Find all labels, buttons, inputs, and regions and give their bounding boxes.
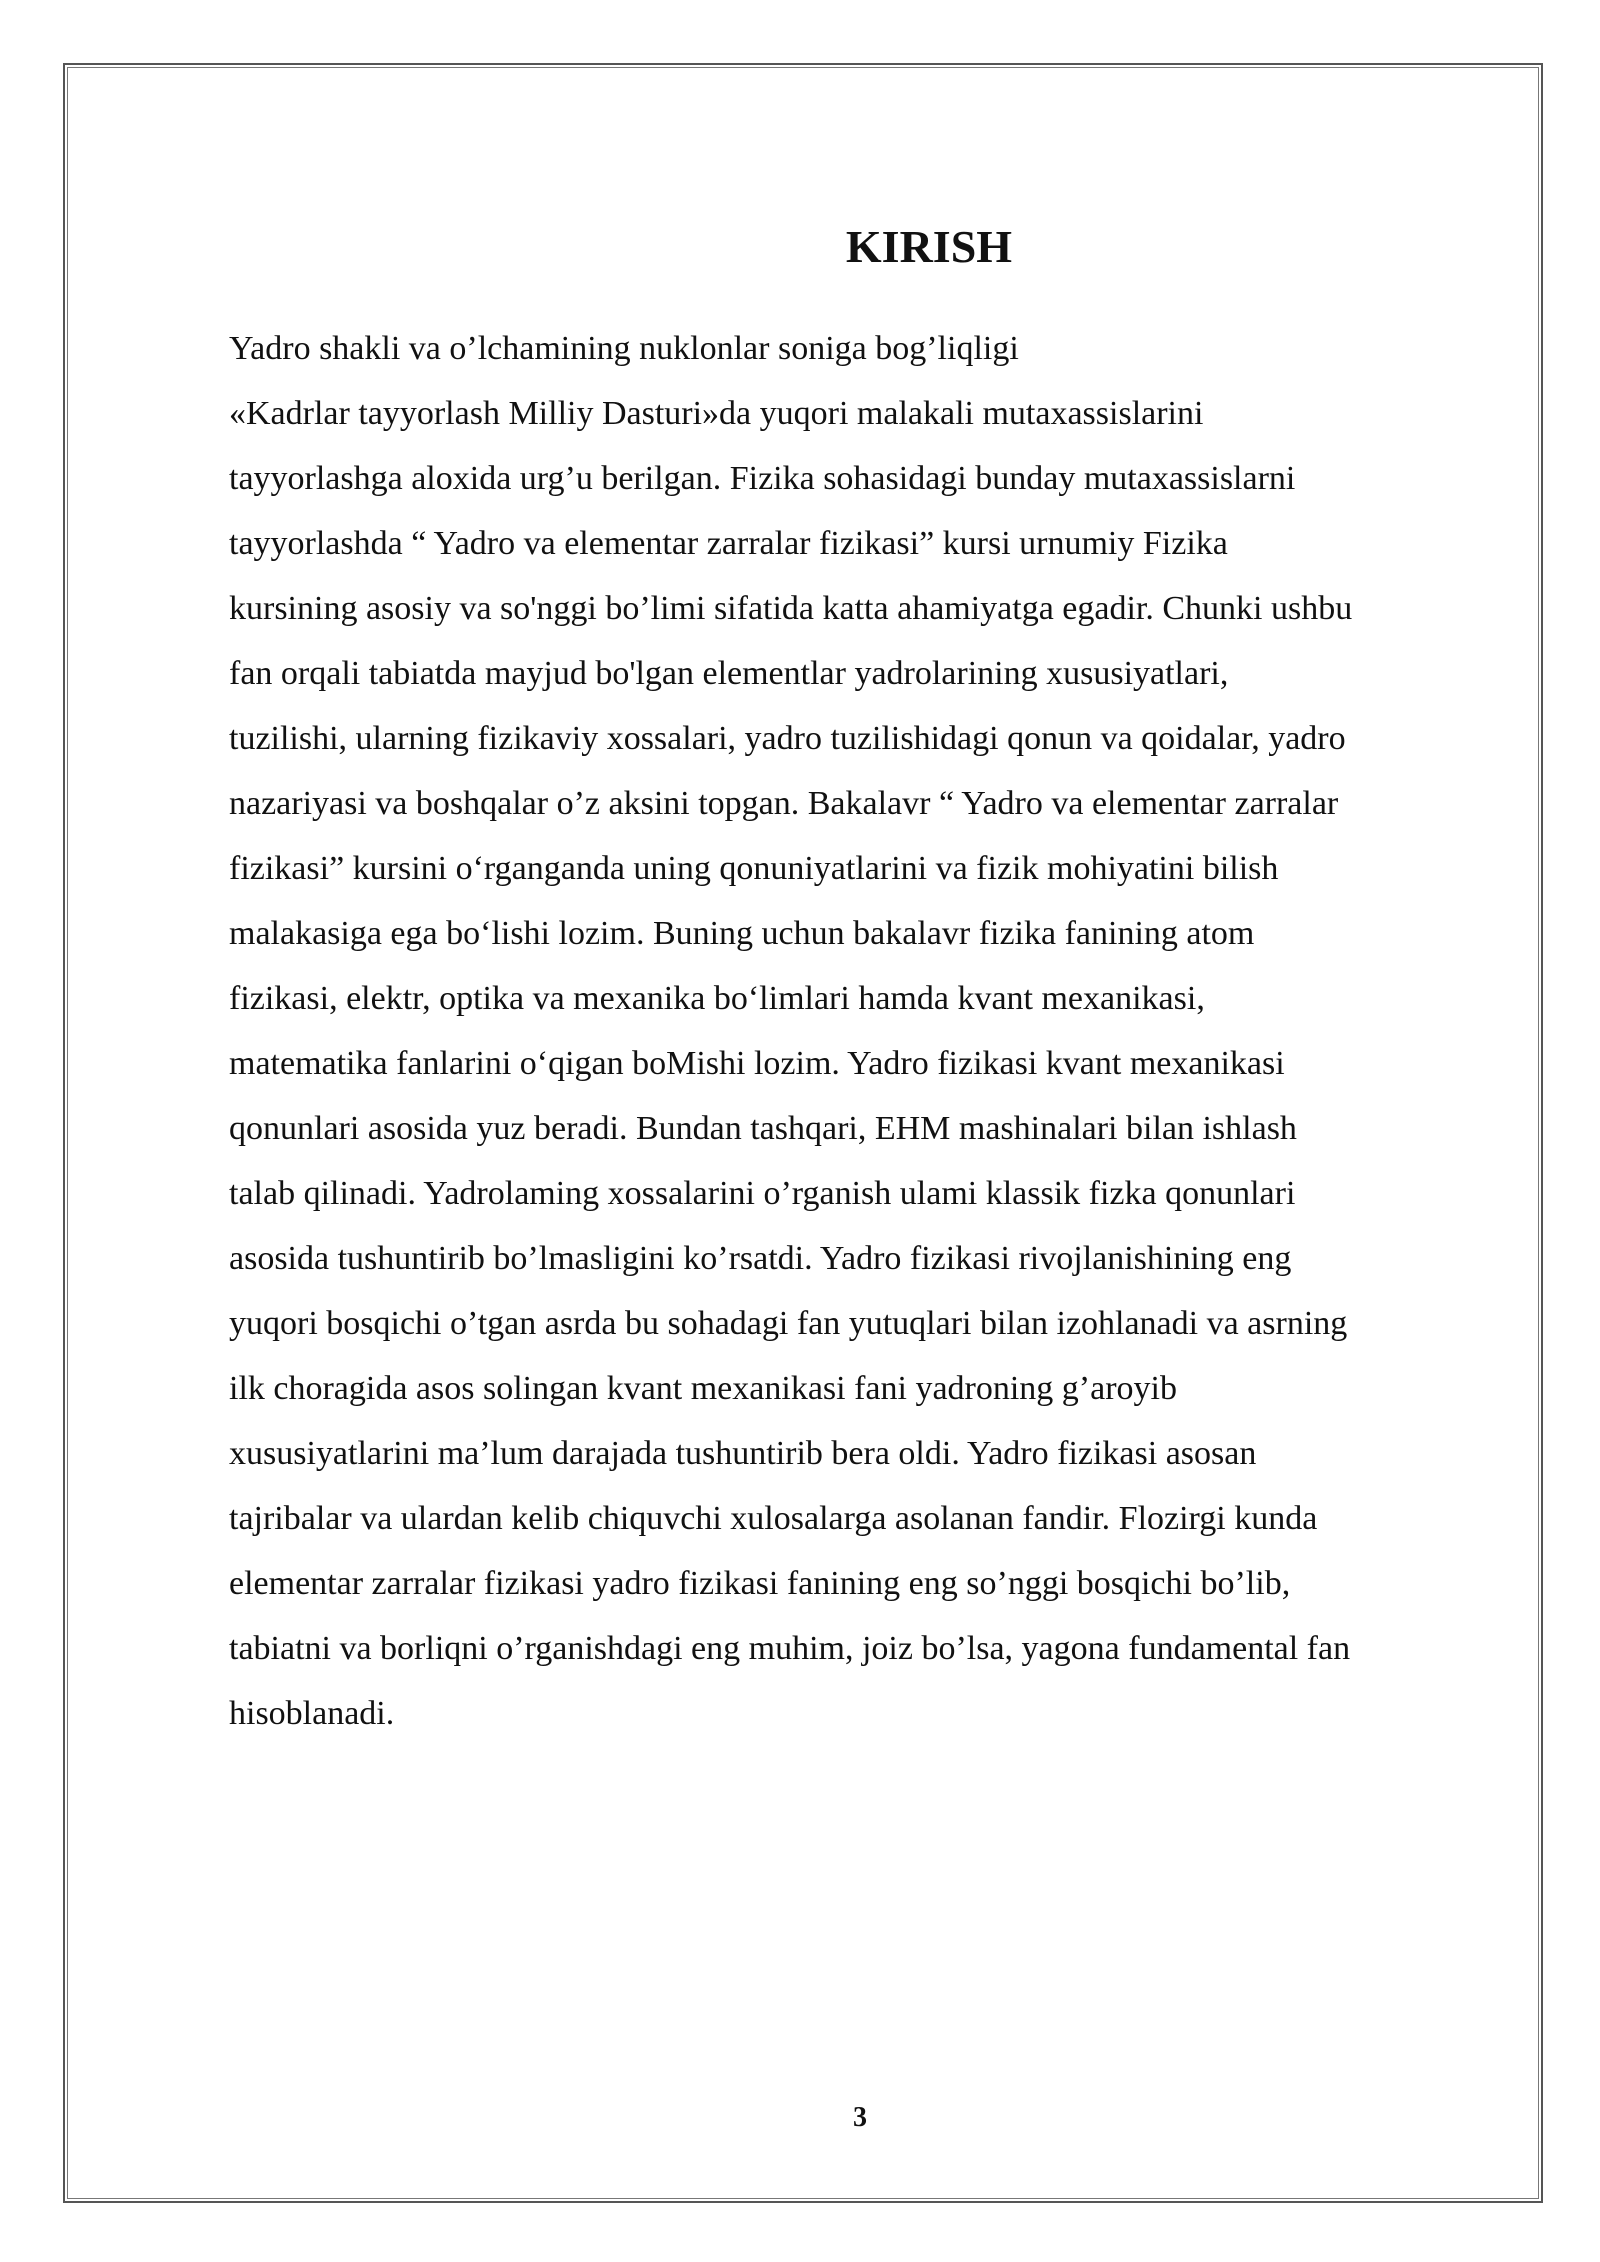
body-line: yuqori bosqichi o’tgan asrda bu sohadagi fan yutuqlari bilan izohlanadi va asrning — [229, 1305, 1348, 1342]
body-line: «Kadrlar tayyorlash Milliy Dasturi»da yuqori malakali mutaxassislarini — [229, 395, 1204, 432]
body-line: fizikasi” kursini o‘rganganda uning qonuniyatlarini va fizik mohiyatini bilish — [229, 850, 1279, 887]
body-line: ilk choragida asos solingan kvant mexanikasi fani yadroning g’aroyib — [229, 1370, 1177, 1407]
body-line: tayyorlashga aloxida urg’u berilgan. Fizika sohasidagi bunday mutaxassislarni — [229, 460, 1296, 497]
body-line: fizikasi, elektr, optika va mexanika bo‘limlari hamda kvant mexanikasi, — [229, 980, 1205, 1017]
body-line: kursining asosiy va so'nggi bo’limi sifatida katta ahamiyatga egadir. Chunki ushbu — [229, 590, 1353, 627]
body-line: tabiatni va borliqni o’rganishdagi eng muhim, joiz bo’lsa, yagona fundamental fan — [229, 1630, 1351, 1667]
page-title: KIRISH — [845, 221, 1013, 272]
body-line: Yadro shakli va o’lchamining nuklonlar soniga bog’liqligi — [229, 330, 1019, 367]
body-line: nazariyasi va boshqalar o’z aksini topgan. Bakalavr “ Yadro va elementar zarralar — [229, 785, 1339, 822]
body-line: elementar zarralar fizikasi yadro fizikasi fanining eng so’nggi bosqichi bo’lib, — [229, 1565, 1291, 1602]
body-line: tuzilishi, ularning fizikaviy xossalari, yadro tuzilishidagi qonun va qoidalar, yadro — [229, 720, 1346, 757]
body-line: matematika fanlarini o‘qigan boMishi lozim. Yadro fizikasi kvant mexanikasi — [229, 1045, 1285, 1082]
body-line: tajribalar va ulardan kelib chiquvchi xulosalarga asolanan fandir. Flozirgi kunda — [229, 1500, 1318, 1537]
body-line: qonunlari asosida yuz beradi. Bundan tashqari, EHM mashinalari bilan ishlash — [229, 1110, 1297, 1147]
body-line: talab qilinadi. Yadrolaming xossalarini o’rganish ulami klassik fizka qonunlari — [229, 1175, 1296, 1212]
body-line: tayyorlashda “ Yadro va elementar zarralar fizikasi” kursi urnumiy Fizika — [229, 525, 1228, 562]
body-line: hisoblanadi. — [229, 1695, 395, 1732]
body-line: malakasiga ega bo‘lishi lozim. Buning uchun bakalavr fizika fanining atom — [229, 915, 1255, 952]
body-line: xususiyatlarini ma’lum darajada tushuntirib bera oldi. Yadro fizikasi asosan — [229, 1435, 1257, 1472]
body-line: fan orqali tabiatda mayjud bo'lgan elementlar yadrolarining xususiyatlari, — [229, 655, 1229, 692]
document-body — [229, 210, 1489, 1746]
page-number: 3 — [853, 2102, 867, 2133]
body-line: asosida tushuntirib bo’lmasligini ko’rsatdi. Yadro fizikasi rivojlanishining eng — [229, 1240, 1292, 1277]
